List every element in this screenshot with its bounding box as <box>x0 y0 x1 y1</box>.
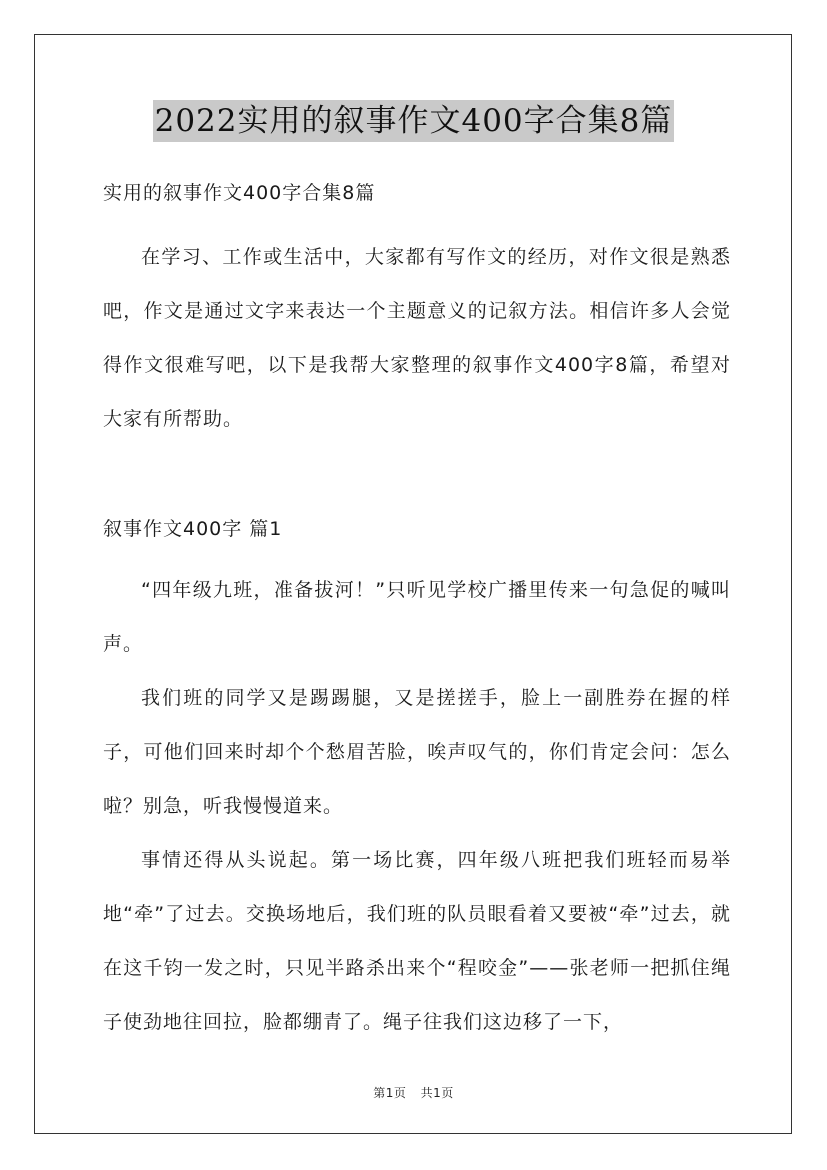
body-paragraph-3[interactable]: 事情还得从头说起。第一场比赛，四年级八班把我们班轻而易举地“牵”了过去。交换场地后，我们班的队员眼看着又要被“牵”过去，就在这千钧一发之时，只见半路杀出来个“程咬金”——张老师一把抓住绳子使劲地往回拉，脸都绷青了。绳子往我们这边移了一下， <box>103 849 731 1033</box>
document-body <box>103 178 731 1049</box>
intro-paragraph[interactable]: 在学习、工作或生活中，大家都有写作文的经历，对作文很是熟悉吧，作文是通过文字来表达一个主题意义的记叙方法。相信许多人会觉得作文很难写吧，以下是我帮大家整理的叙事作文400字8篇，希望对大家有所帮助。 <box>103 246 731 430</box>
body-paragraph-1[interactable]: “四年级九班，准备拔河！”只听见学校广播里传来一句急促的喊叫声。 <box>103 579 731 655</box>
title-container <box>0 100 827 142</box>
body-paragraph-2[interactable]: 我们班的同学又是踢踢腿，又是搓搓手，脸上一副胜券在握的样子，可他们回来时却个个愁眉苦脸，唉声叹气的，你们肯定会问：怎么啦？别急，听我慢慢道来。 <box>103 687 731 817</box>
page-total: 共1页 <box>420 1086 454 1100</box>
section-heading[interactable]: 叙事作文400字 篇1 <box>103 518 283 540</box>
page-number: 第1页 <box>373 1086 407 1100</box>
document-title[interactable]: 2022实用的叙事作文400字合集8篇 <box>153 100 675 142</box>
page-footer <box>0 1084 827 1101</box>
document-subtitle[interactable]: 实用的叙事作文400字合集8篇 <box>103 182 376 204</box>
